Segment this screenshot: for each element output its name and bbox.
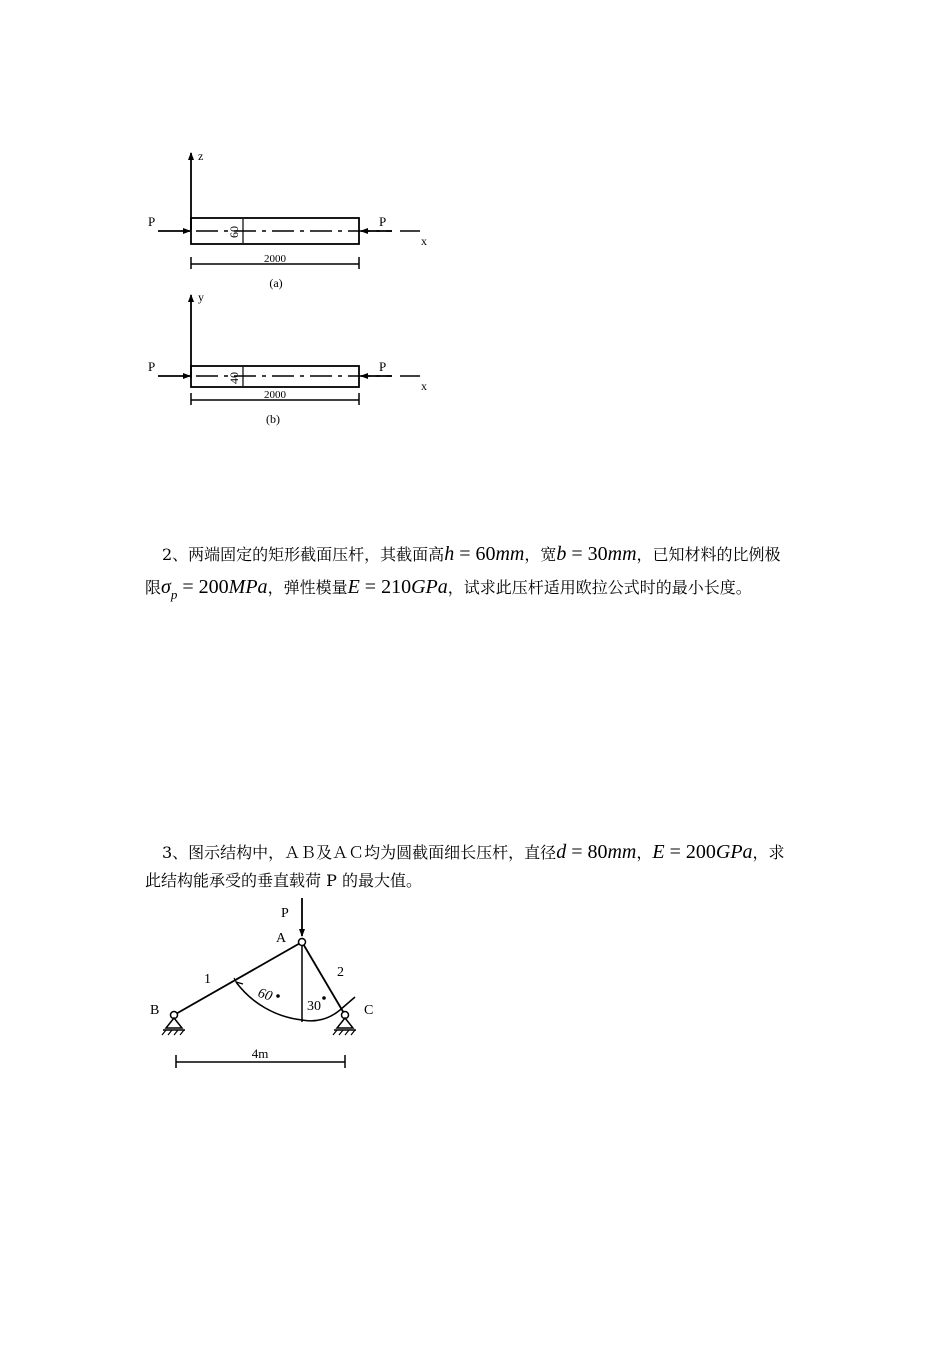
- unit-sigma: MPa: [228, 576, 268, 598]
- height-dim-a: 60: [227, 226, 241, 238]
- figure-b: [148, 290, 427, 426]
- load-left-b: P: [148, 359, 156, 374]
- problem-2: [145, 538, 825, 611]
- z-axis-label: z: [198, 149, 204, 163]
- load-right-a: P: [379, 214, 387, 229]
- angle-60-label: 60: [255, 985, 274, 1005]
- member-1-label: 1: [204, 972, 211, 987]
- load-left-a: P: [148, 214, 156, 229]
- length-dim-b: 2000: [264, 389, 286, 401]
- length-dim-a: 2000: [264, 253, 286, 265]
- unit-h: mm: [495, 543, 525, 565]
- angle-30-label: 30: [307, 999, 321, 1014]
- unit-b: mm: [607, 543, 637, 565]
- value-b: = 30: [566, 543, 608, 565]
- unit-d: mm: [607, 841, 637, 863]
- member-2-label: 2: [337, 965, 344, 980]
- value-e: = 200: [664, 841, 716, 863]
- member-ab: [174, 942, 302, 1015]
- span-label: 4m: [251, 1046, 269, 1061]
- hinge-a: [299, 939, 306, 946]
- problem-2-text: ，试求此压杆适用欧拉公式时的最小长度。: [447, 578, 752, 597]
- node-b-label: B: [150, 1003, 160, 1018]
- unit-e: GPa: [411, 576, 448, 598]
- node-a-label: A: [276, 931, 287, 946]
- value-sigma: = 200: [177, 576, 229, 598]
- problem-3: [145, 838, 825, 895]
- value-h: = 60: [454, 543, 496, 565]
- height-dim-b: 40: [227, 372, 241, 384]
- problem-3-text: ，求: [752, 843, 785, 862]
- problem-3-line-1: [145, 838, 825, 867]
- figure-a: [148, 149, 427, 290]
- unit-e: GPa: [715, 841, 753, 863]
- problem-3-text: ，: [636, 843, 653, 862]
- var-b: b: [556, 543, 567, 565]
- node-c-label: C: [364, 1003, 374, 1018]
- problem-3-line-2: 此结构能承受的垂直载荷 P 的最大值。: [145, 871, 422, 890]
- load-right-b: P: [379, 359, 387, 374]
- x-axis-label-a: x: [421, 234, 427, 248]
- sigma-subscript: p: [170, 587, 178, 602]
- load-label-p: P: [281, 906, 289, 921]
- problem-2-text: ，已知材料的比例极: [636, 545, 781, 564]
- degree-mark-60: [276, 994, 280, 998]
- problem-2-text: 限: [145, 578, 162, 597]
- support-c: [333, 1018, 356, 1035]
- figure-3: [150, 898, 373, 1068]
- problem-2-text: 2、两端固定的矩形截面压杆，其截面高: [162, 545, 445, 564]
- var-e: E: [347, 576, 360, 598]
- problem-2-line-2: [145, 571, 825, 611]
- problem-3-text: 3、图示结构中，ＡＢ及ＡＣ均为圆截面细长压杆，直径: [162, 843, 557, 862]
- caption-a: (a): [269, 276, 283, 290]
- var-h: h: [444, 543, 455, 565]
- problem-2-line-1: [145, 538, 825, 571]
- var-sigma: σ: [161, 576, 171, 598]
- problem-2-text: ，弹性模量: [267, 578, 348, 597]
- problem-2-text: ，宽: [524, 545, 557, 564]
- x-axis-label-b: x: [421, 379, 427, 393]
- y-axis-label: y: [198, 290, 204, 304]
- var-e: E: [652, 841, 665, 863]
- value-d: = 80: [566, 841, 608, 863]
- var-d: d: [556, 841, 567, 863]
- support-b: [162, 1018, 185, 1035]
- degree-mark-30: [322, 996, 326, 1000]
- caption-b: (b): [266, 412, 280, 426]
- value-e: = 210: [359, 576, 412, 598]
